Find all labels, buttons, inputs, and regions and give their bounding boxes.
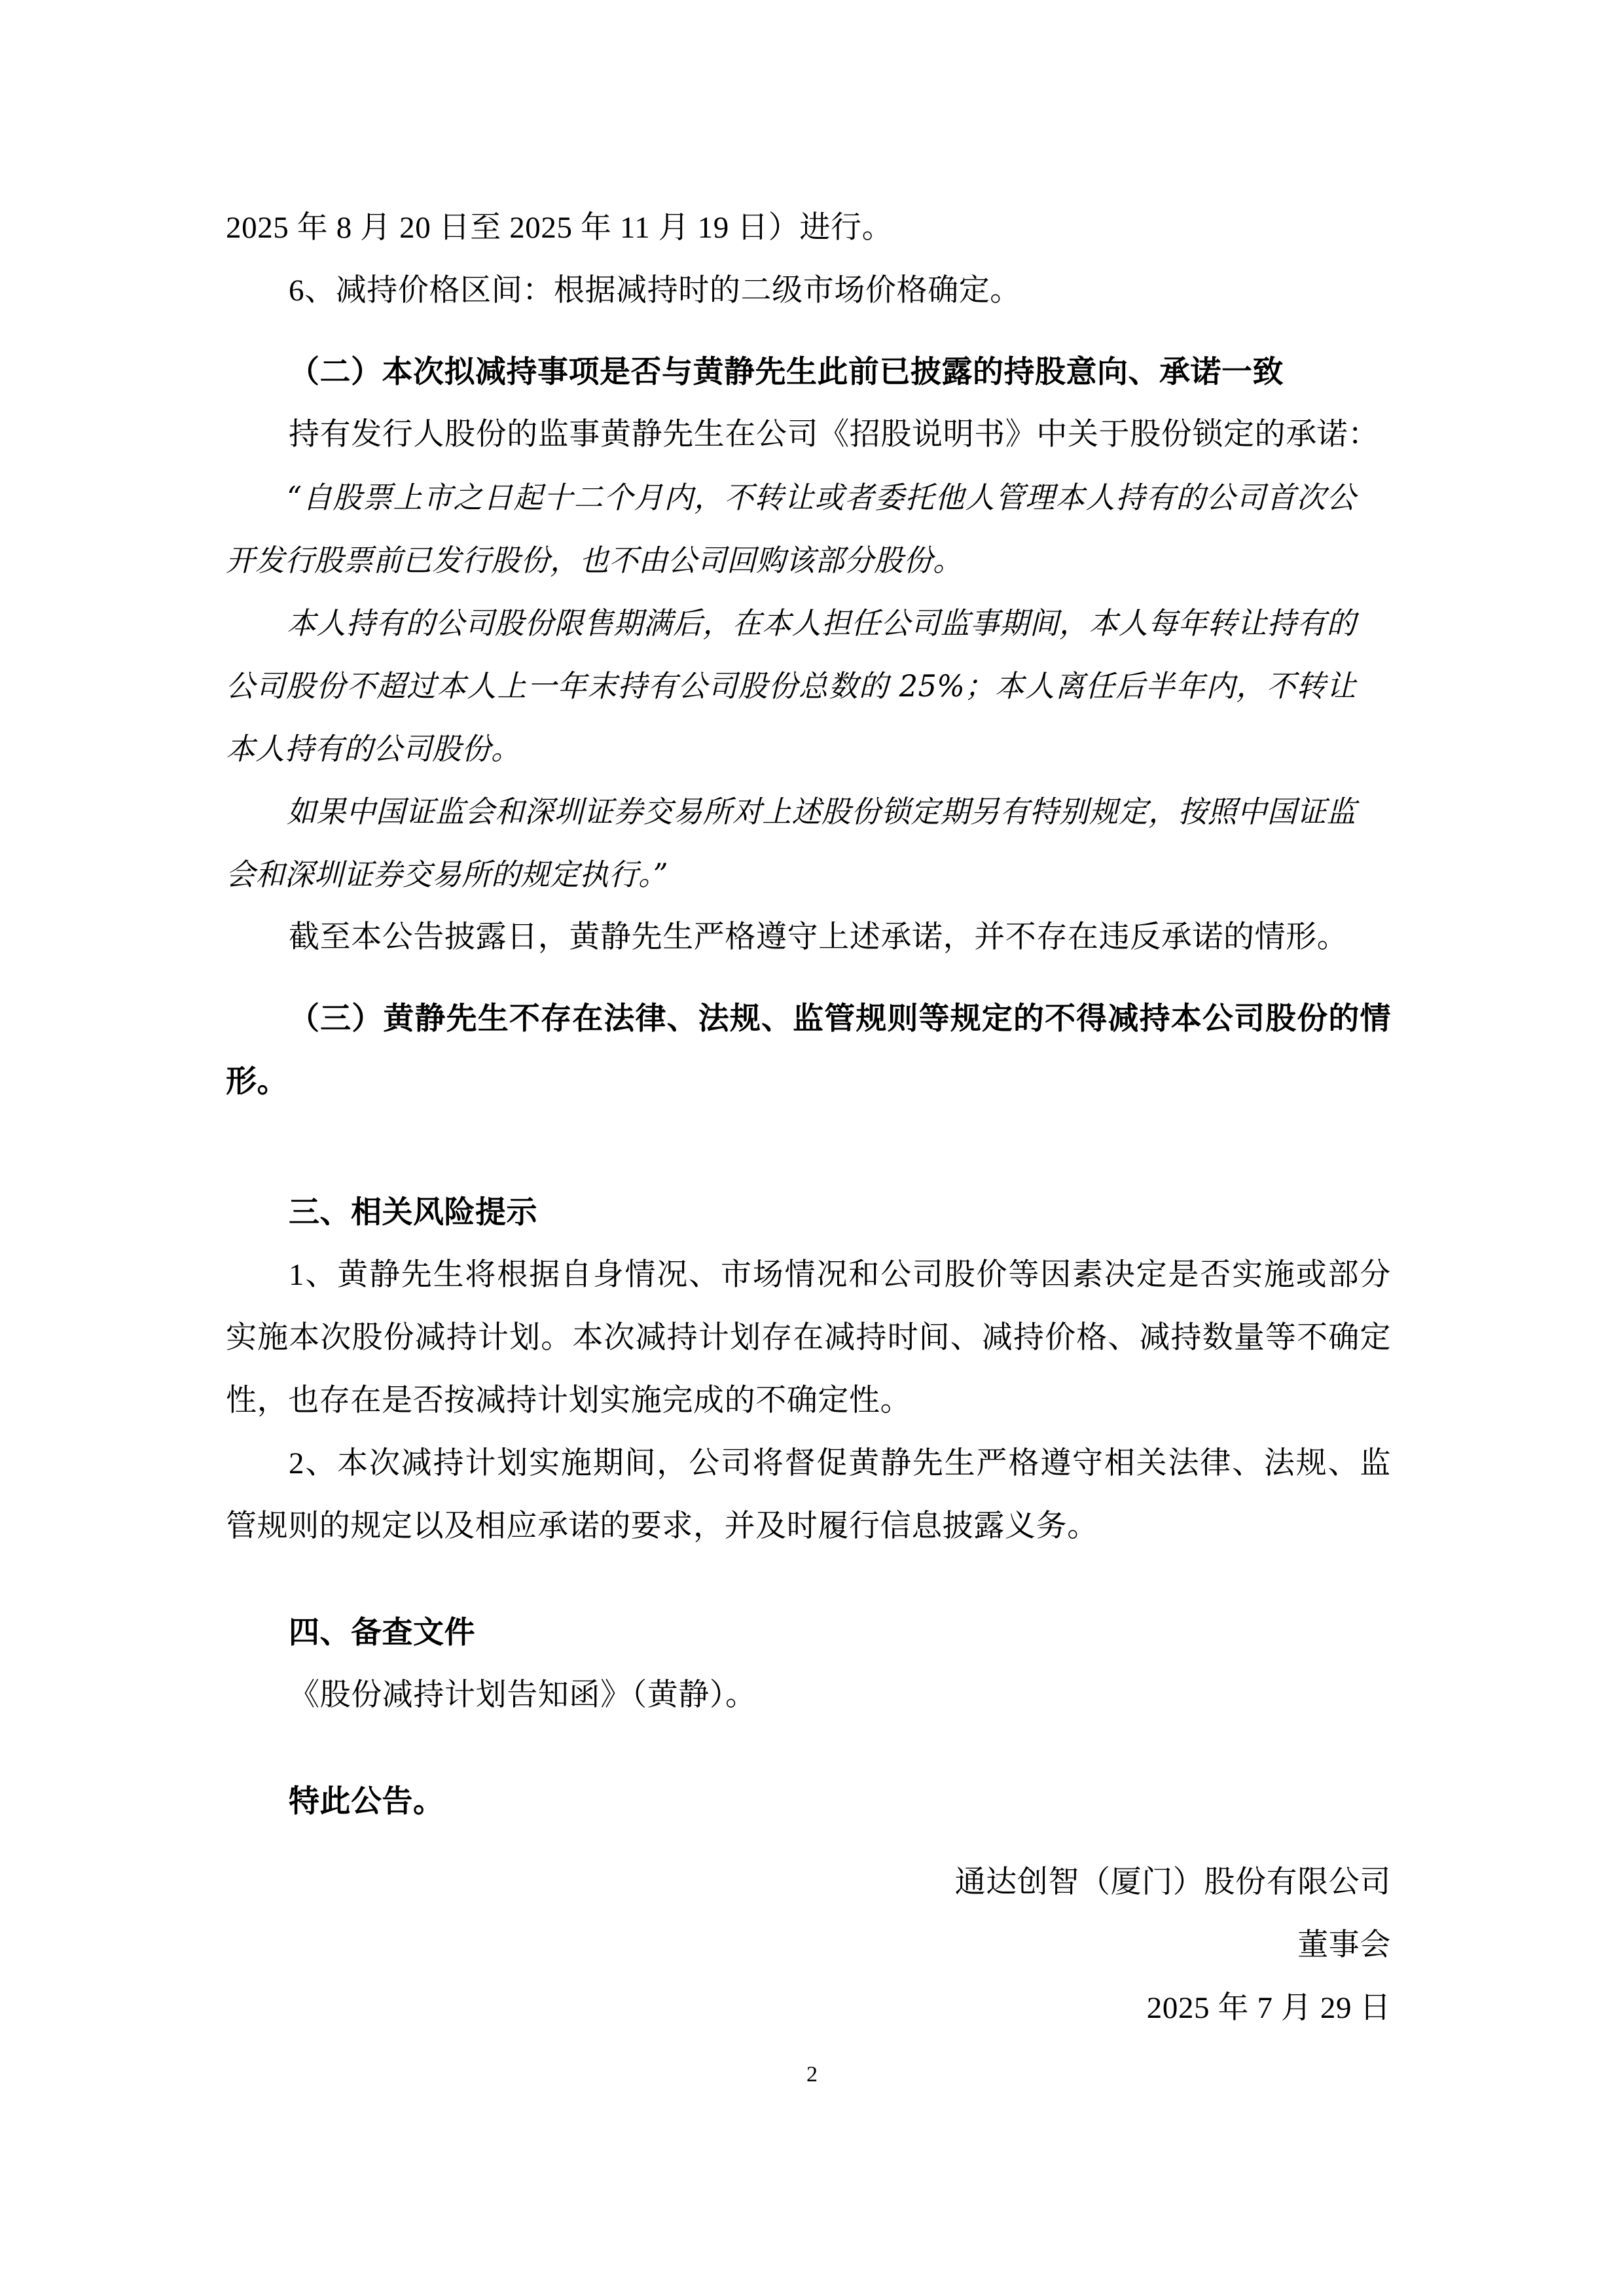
heading-section-4: 四、备查文件 — [289, 1615, 475, 1649]
spacer — [226, 1727, 1391, 1770]
heading-section-3: 三、相关风险提示 — [289, 1194, 537, 1229]
quote-paragraph-3: 如果中国证监会和深圳证券交易所对上述股份锁定期另有特别规定，按照中国证监会和深圳证券交易所的规定执行。” — [226, 794, 1356, 892]
spacer — [226, 1113, 1391, 1181]
paragraph-risk-1: 1、黄静先生将根据自身情况、市场情况和公司股价等因素决定是否实施或部分实施本次股份减持计划。本次减持计划存在减持时间、减持价格、减持数量等不确定性，也存在是否按减持计划实施完成的不确定性。 — [226, 1258, 1391, 1418]
signature-company-name: 通达创智（厦门）股份有限公司 — [954, 1865, 1391, 1899]
spacer — [226, 322, 1391, 340]
quote-paragraph-1: “自股票上市之日起十二个月内，不转让或者委托他人管理本人持有的公司首次公开发行股票前已发行股份，也不由公司回购该部分股份。 — [226, 480, 1356, 578]
paragraph-intro-commitment: 持有发行人股份的监事黄静先生在公司《招股说明书》中关于股份锁定的承诺： — [289, 418, 1379, 452]
heading-section-2-iii: （三）黄静先生不存在法律、法规、监管规则等规定的不得减持本公司股份的情形。 — [226, 1001, 1391, 1098]
paragraph-announcement-closing: 特此公告。 — [289, 1784, 444, 1818]
spacer — [226, 1558, 1391, 1601]
list-item-6: 6、减持价格区间：根据减持时的二级市场价格确定。 — [289, 274, 1021, 308]
document-body — [226, 196, 1391, 2039]
heading-section-2-ii: （二）本次拟减持事项是否与黄静先生此前已披露的持股意向、承诺一致 — [289, 354, 1284, 389]
continued-paragraph: 2025 年 8 月 20 日至 2025 年 11 月 19 日）进行。 — [226, 211, 893, 245]
signature-date: 2025 年 7 月 29 日 — [1146, 1991, 1391, 2025]
quote-paragraph-2: 本人持有的公司股份限售期满后，在本人担任公司监事期间，本人每年转让持有的公司股份不超过本人上一年末持有公司股份总数的 25%；本人离任后半年内，不转让本人持有的公司股份。 — [226, 605, 1356, 766]
spacer — [226, 1833, 1391, 1851]
paragraph-reference-document: 《股份减持计划告知函》（黄静）。 — [289, 1678, 757, 1712]
paragraph-compliance-statement: 截至本公告披露日，黄静先生严格遵守上述承诺，并不存在违反承诺的情形。 — [289, 920, 1348, 954]
paragraph-risk-2: 2、本次减持计划实施期间，公司将督促黄静先生严格遵守相关法律、法规、监管规则的规定以及相应承诺的要求，并及时履行信息披露义务。 — [226, 1446, 1391, 1543]
page-number: 2 — [806, 2062, 818, 2087]
signature-board: 董事会 — [1297, 1928, 1391, 1962]
spacer — [226, 969, 1391, 987]
